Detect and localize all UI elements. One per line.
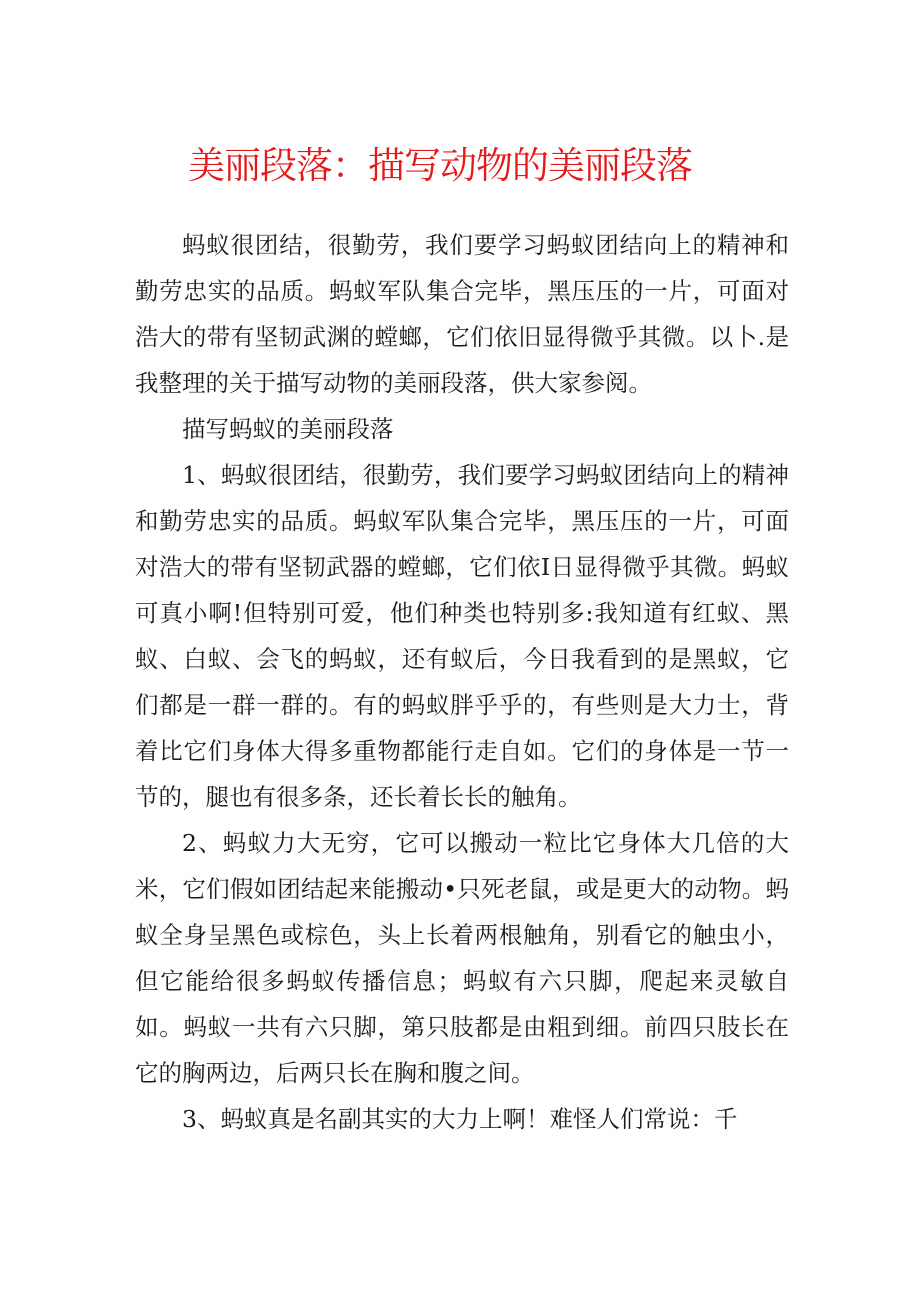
paragraph-1: 1、蚂蚁很团结，很勤劳，我们要学习蚂蚁团结向上的精神和勤劳忠实的品质。蚂蚁军队集合完毕，黑压压的一片，可面对浩大的带有坚韧武器的螳螂，它们依I日显得微乎其微。蚂蚁可真小啊!但特别可爱，他们种类也特别多:我知道有红蚁、黑蚁、白蚁、会飞的蚂蚁，还有蚁后，今日我看到的是黑蚁，它们都是一群一群的。有的蚂蚁胖乎乎的，有些则是大力士，背着比它们身体大得多重物都能行走自如。它们的身体是一节一节的，腿也有很多条，还长着长长的触角。	[135, 461, 789, 811]
paragraph-3: 3、蚂蚁真是名副其实的大力上啊！难怪人们常说：千	[182, 1105, 738, 1133]
section-heading: 描写蚂蚁的美丽段落	[182, 415, 394, 443]
document-title: 美丽段落：描写动物的美丽段落	[188, 144, 692, 187]
document-body	[135, 222, 789, 1142]
intro-paragraph: 蚂蚁很团结，很勤劳，我们要学习蚂蚁团结向上的精神和勤劳忠实的品质。蚂蚁军队集合完毕，黑压压的一片，可面对浩大的带有坚韧武渊的螳螂，它们依旧显得微乎其微。以卜.是我整理的关于描写动物的美丽段落，供大家参阅。	[135, 231, 789, 397]
paragraph-2: 2、蚂蚁力大无穷，它可以搬动一粒比它身体大几倍的大米，它们假如团结起来能搬动•只死老鼠，或是更大的动物。蚂蚁全身呈黑色或棕色，头上长着两根触角，别看它的触虫小，但它能给很多蚂蚁传播信息；蚂蚁有六只脚，爬起来灵敏自如。蚂蚁一共有六只脚，第只肢都是由粗到细。前四只肢长在它的胸两边，后两只长在胸和腹之间。	[135, 829, 789, 1087]
